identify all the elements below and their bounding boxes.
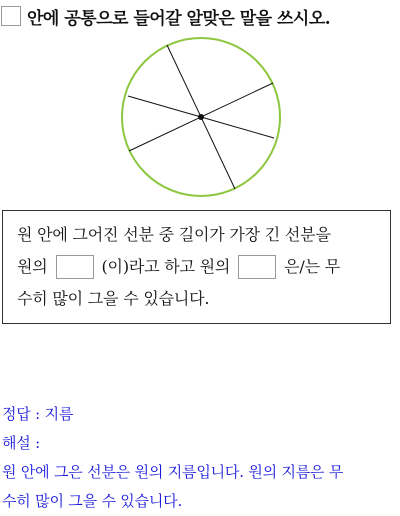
question-header [0,3,400,29]
statement-text-1: 원 안에 그어진 선분 중 길이가 가장 긴 선분을 [17,225,331,244]
statement-text-3: 수히 많이 그을 수 있습니다. [17,289,210,308]
blank-box-2[interactable] [238,255,276,279]
statement-text-2a: 원의 [17,257,48,276]
question-prompt: 안에 공통으로 들어갈 알맞은 말을 쓰시오. [27,8,331,29]
center-point [198,114,204,120]
circle-diagram [120,36,282,198]
statement-line-2 [17,251,380,283]
statement-text-2c: 은/는 무 [284,257,341,276]
statement-line-1 [17,219,380,251]
explanation-label: 해설 : [2,434,41,452]
statement-box [2,210,391,324]
blank-box-1[interactable] [56,255,94,279]
answer-label: 정답 : 지름 [2,405,74,423]
explanation-line-2: 수히 많이 그을 수 있습니다. [2,492,183,510]
answer-section [2,400,400,516]
statement-text-2b: (이)라고 하고 원의 [101,257,231,276]
statement-line-3 [17,283,380,315]
answer-box-icon [1,6,21,26]
explanation-line-1: 원 안에 그은 선분은 원의 지름입니다. 원의 지름은 무 [2,463,344,481]
